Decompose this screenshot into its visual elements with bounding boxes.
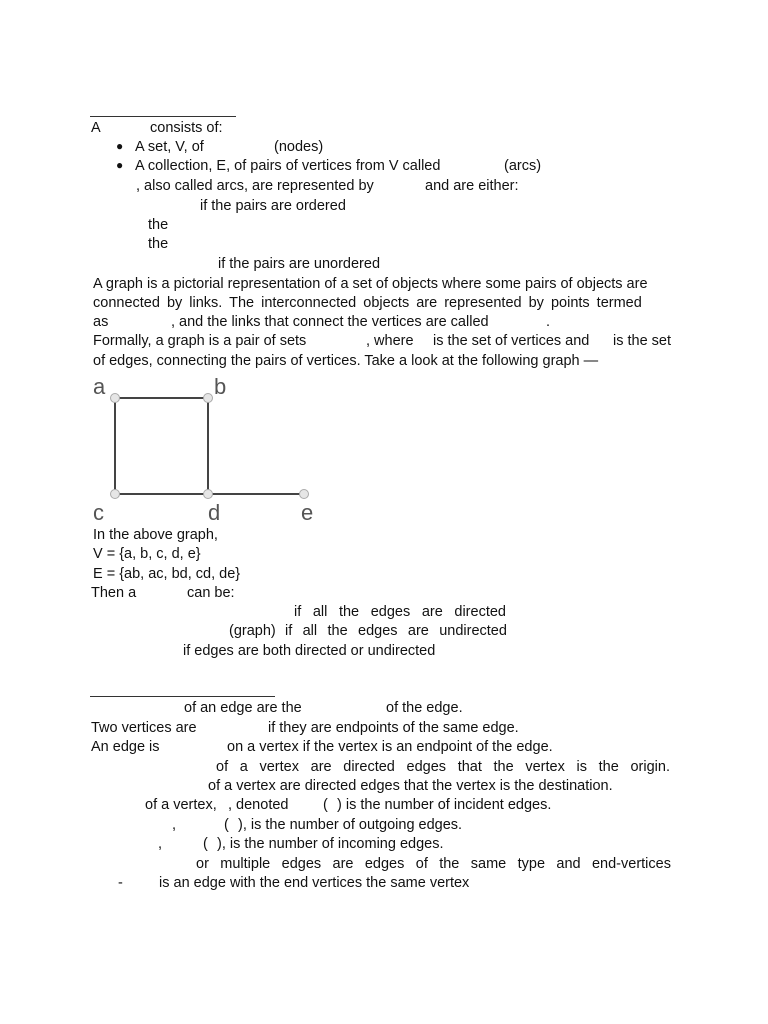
para-line3a: as bbox=[93, 314, 109, 330]
graph-word: (graph) bbox=[229, 623, 276, 639]
s1-the1: the bbox=[148, 217, 169, 233]
s1-edges-b: and are either: bbox=[425, 178, 519, 194]
para-line1: A graph is a pictorial representation of a set of objects where some pairs of objects are bbox=[93, 276, 648, 292]
para-line3b: , and the links that connect the vertices are called bbox=[171, 314, 489, 330]
s1-bullet1-a: A set, V, of bbox=[135, 139, 204, 155]
para-p2-line2: of edges, connecting the pairs of vertices. Take a look at the following graph — bbox=[93, 353, 599, 369]
example-v: V = {a, b, c, d, e} bbox=[93, 546, 201, 562]
s2-l6a: of a vertex, bbox=[145, 797, 217, 813]
vertex-e bbox=[300, 490, 309, 499]
s2-l6c: ( bbox=[323, 797, 328, 813]
s2-l1a: of an edge are the bbox=[184, 700, 302, 716]
s2-l6b: , denoted bbox=[228, 797, 289, 813]
s2-l10a: - bbox=[118, 875, 123, 891]
mixed-line: if edges are both directed or undirected bbox=[183, 643, 436, 659]
s2-l7c: ), is the number of outgoing edges. bbox=[238, 817, 463, 833]
s2-l8c: ), is the number of incoming edges. bbox=[217, 836, 444, 852]
s1-the2: the bbox=[148, 236, 169, 252]
vertex-c bbox=[111, 490, 120, 499]
para-p2-c: is the set of vertices and bbox=[433, 333, 590, 349]
s2-l3b: on a vertex if the vertex is an endpoint of the edge. bbox=[227, 739, 553, 755]
example-e: E = {ab, ac, bd, cd, de} bbox=[93, 566, 241, 582]
directed-line: if all the edges are directed bbox=[294, 604, 506, 620]
example-intro: In the above graph, bbox=[93, 527, 218, 543]
s2-l2a: Two vertices are bbox=[91, 720, 197, 736]
s2-l6d: ) is the number of incident edges. bbox=[337, 797, 552, 813]
s2-l1b: of the edge. bbox=[386, 700, 463, 716]
label-b: b bbox=[214, 374, 227, 399]
example-then-a: Then a bbox=[91, 585, 137, 601]
s1-line1-a: A bbox=[91, 120, 101, 136]
para-p2-a: Formally, a graph is a pair of sets bbox=[93, 333, 307, 349]
s2-l5: of a vertex are directed edges that the vertex is the destination. bbox=[208, 778, 613, 794]
label-a: a bbox=[93, 374, 106, 399]
para-p2-b: , where bbox=[366, 333, 414, 349]
example-can-be: can be: bbox=[187, 585, 235, 601]
para-line2: connected by links. The interconnected objects are represented by points termed bbox=[93, 295, 642, 311]
s1-bullet2-a: A collection, E, of pairs of vertices from V called bbox=[135, 158, 441, 174]
s2-l8a: , bbox=[158, 836, 163, 852]
label-e: e bbox=[301, 500, 314, 524]
bullet-dot: ● bbox=[116, 158, 124, 172]
s2-l4: of a vertex are directed edges that the vertex is the origin. bbox=[216, 759, 670, 775]
s2-l9: or multiple edges are edges of the same type and end-vertices bbox=[196, 856, 671, 872]
s2-l2b: if they are endpoints of the same edge. bbox=[268, 720, 519, 736]
s1-bullet1-b: (nodes) bbox=[274, 139, 324, 155]
s1-ordered: if the pairs are ordered bbox=[200, 198, 346, 214]
bullet-dot: ● bbox=[116, 139, 124, 153]
vertex-d bbox=[204, 490, 213, 499]
label-c: c bbox=[93, 500, 104, 524]
s2-l8b: ( bbox=[203, 836, 208, 852]
s1-unordered: if the pairs are unordered bbox=[218, 256, 381, 272]
vertex-a bbox=[111, 394, 120, 403]
s2-l10b: is an edge with the end vertices the same vertex bbox=[159, 875, 470, 891]
s2-l3a: An edge is bbox=[91, 739, 160, 755]
label-d: d bbox=[208, 500, 221, 524]
section2-rule bbox=[90, 696, 275, 697]
section1-rule bbox=[90, 116, 236, 117]
s2-l7b: ( bbox=[224, 817, 229, 833]
s1-edges-a: , also called arcs, are represented by bbox=[136, 178, 374, 194]
vertex-b bbox=[204, 394, 213, 403]
undirected-line: if all the edges are undirected bbox=[285, 623, 507, 639]
para-line3c: . bbox=[546, 314, 551, 330]
para-p2-d: is the set bbox=[613, 333, 672, 349]
graph-figure bbox=[88, 374, 348, 524]
s1-bullet2-b: (arcs) bbox=[504, 158, 542, 174]
s2-l7a: , bbox=[172, 817, 177, 833]
s1-line1-consists: consists of: bbox=[150, 120, 223, 136]
